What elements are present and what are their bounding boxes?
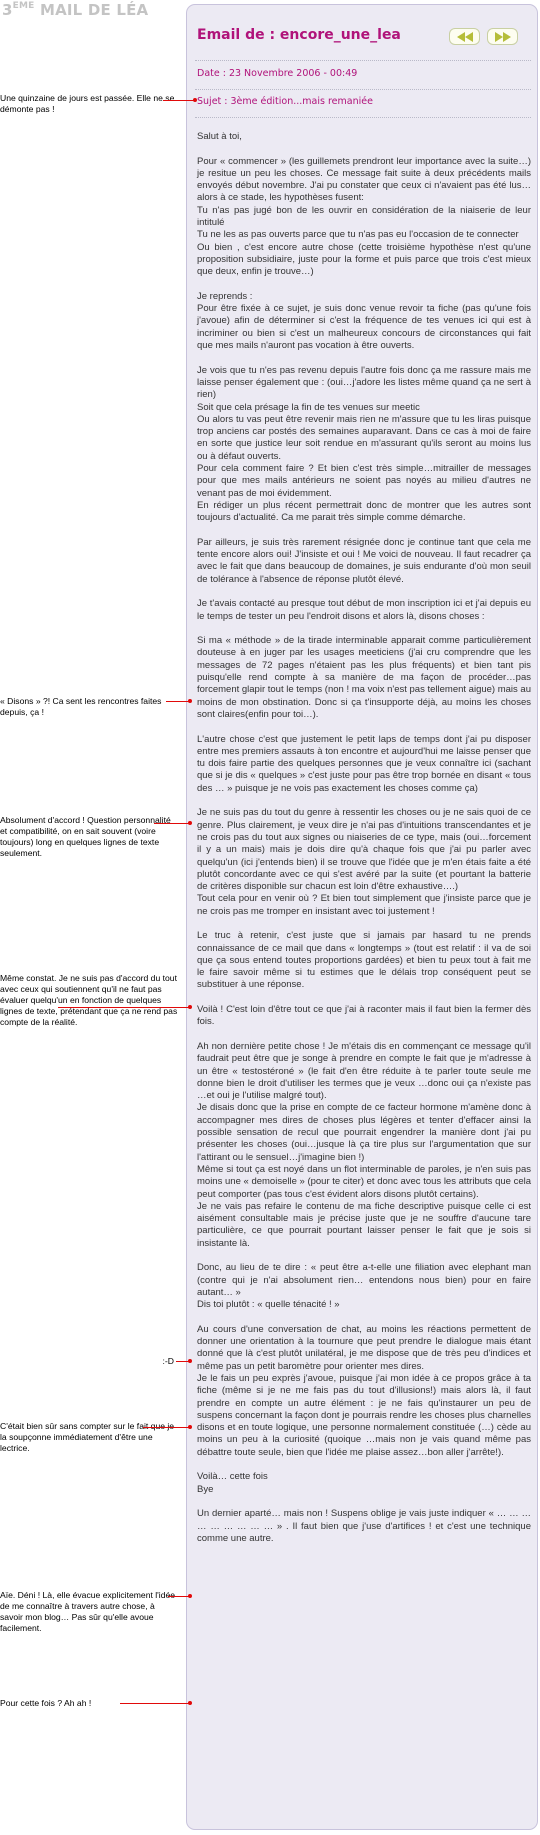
margin-annotation: :-D: [162, 1356, 174, 1366]
mail-paragraph: Je t'avais contacté au presque tout début de mon inscription ici et j'ai depuis eu le temps de tester un peu l'endroit disons et alors là, disons choses :: [197, 598, 531, 622]
margin-annotation: « Disons » ?! Ca sent les rencontres faites depuis, ça !: [0, 696, 162, 717]
annotation-leader-line: [58, 1007, 190, 1008]
mail-paragraph: Voilà ! C'est loin d'être tout ce que j'ai à raconter mais il faut bien la fermer dès fois.: [197, 1004, 531, 1028]
margin-annotation: Une quinzaine de jours est passée. Elle ne se démonte pas !: [0, 93, 175, 114]
annotation-leader-line: [154, 823, 190, 824]
mail-paragraph: Un dernier aparté… mais non ! Suspens oblige je vais juste indiquer « … … … … … … … … … » . Il faut bien que j'use d'artifices ! et c'est une technique comme une autre.: [197, 1508, 531, 1544]
margin-annotation: Même constat. Je ne suis pas d'accord du tout avec ceux qui soutiennent qu'il ne faut pas évaluer quelqu'un en fonction de quelques lignes de texte, prétendant que ça ne rend pas compte de la réalité.: [0, 973, 178, 1027]
previous-mail-button[interactable]: [449, 28, 480, 45]
mail-paragraph: Pour « commencer » (les guillemets prendront leur importance avec la suite…) je resitue un peu les choses. Ce message fait suite à deux précédents mails envoyés début novembre. J'ai pu constater que ceux ci n'avaient pas été lus… alors à ce stade, les hypothèses fusent: Tu n'as pas jugé bon de les ouvrir en considération de la niaiserie de leur intitulé Tu ne les as pas ouverts parce que tu n'as pas eu l'occasion de te connecter Ou bien , c'est encore autre chose (cette troisième hypothèse n'est qu'une proposition subsidiaire, juste pour la forme et puis parce que trois c'est mieux que deux, enfin je trouve…): [197, 155, 531, 278]
margin-annotation: Aïe. Déni ! Là, elle évacue explicitement l'idée de me connaître à travers autre chose, à savoir mon blog… Pas sûr qu'elle avoue facilement.: [0, 1590, 176, 1633]
margin-annotation: Absolument d'accord ! Question personnalité et compatibilité, on en sait souvent (voire toujours) long en quelques lignes de texte seulement.: [0, 815, 171, 858]
mail-header: Email de : encore_une_lea: [197, 27, 401, 43]
annotation-leader-line: [143, 1427, 190, 1428]
mail-paragraph: Je vois que tu n'es pas revenu depuis l'autre fois donc ça me rassure mais me laisse penser également que : (oui…j'adore les listes même quand ça ne sert à rien) Soit que cela présage la fin de tes venues sur meetic Ou alors tu vas peut être revenir mais rien ne m'assure que tu les liras puisque trop anciens car postés des semaines auparavant. Dans ce cas à moi de faire en sorte que justice leur soit rendue en m'assurant qu'ils seront au moins lus ou à défaut ouverts. Pour cela comment faire ? Et bien c'est très simple…mitrailler de messages pour que mes mails antérieurs ne soient pas noyés au milieu d'autres ne venant pas de moi évidemment. En rédiger un plus récent permettrait donc de montrer que les autres sont toujours d'actualité. Ca me parait très simple comme démarche.: [197, 364, 531, 524]
mail-paragraph: L'autre chose c'est que justement le petit laps de temps dont j'ai pu disposer entre mes premiers assauts à ton encontre et aujourd'hui me laisse penser que tu dois faire partie des quelques personnes que je veux connaître ici (sachant que si je dis « quelques » c'est juste pour pas être trop bornée en disant « tous des … » puisque je ne vois pas exactement les choses comme ça): [197, 733, 531, 794]
double-chevron-left-icon: [456, 32, 474, 42]
mail-paragraph: Je ne suis pas du tout du genre à ressentir les choses ou je ne sais quoi de ce genre. Plus clairement, je veux dire je n'ai pas d'intuitions transcendantes et je ne crois pas du tout aux signes ou niaiseries de ce type, mais (oui…forcement il y a un mais) mais je dois dire qu'à chaque fois que j'ai pu parler avec quelqu'un (ici j'entends bien) il se trouve que l'idée que je m'en étais faite a été plutôt concordante avec ce qui s'est avéré par la suite (et pourtant la batterie de critères disponible sur chacun est loin d'être exhaustive….) Tout cela pour en venir où ? Et bien tout simplement que j'insiste parce que je ne crois pas me tromper en insistant avec toi justement !: [197, 807, 531, 917]
page-title-rest: MAIL DE LÉA: [39, 1, 149, 19]
separator: [195, 117, 531, 118]
annotation-leader-line: [163, 100, 195, 101]
mail-subject: Sujet : 3ème édition...mais remaniée: [197, 96, 373, 107]
separator: [195, 89, 531, 90]
mail-paragraph: Au cours d'une conversation de chat, au moins les réactions permettent de donner une orientation à la tournure que peut prendre le dialogue mais étant donné que là c'est plutôt unilatéral, je me dispose que de très peu d'indices et même pas un petit baromètre pour orienter mes dires. Je le fais un peu exprès j'avoue, puisque j'ai mon idée à ce propos grâce à ta fiche (même si je ne me fais pas du tout d'illusions!) mais alors là, il faut prendre en compte un autre élément : je ne fais qu'instaurer un peu de suspens concernant la façon dont je pourrais rendre les choses plus charnelles disons et en toute logique, une personne normalement constituée (…) cède au moins un peu à la curiosité (quoique …mais non je vais quand même pas débattre toute seule, bien que l'idée me plaise assez…bon aller j'arrête!).: [197, 1323, 531, 1458]
mail-paragraph: Ah non dernière petite chose ! Je m'étais dis en commençant ce message qu'il faudrait peut être que je songe à prendre en compte le fait que je m'adresse à un être « testostéroné » (le fait d'en être réduite à te parler toute seule me donne bien le droit d'utiliser les termes que je veux …donc oui ça n'existe pas …et oui je l'utilise malgré tout). Je disais donc que la prise en compte de ce facteur hormone m'amène donc à accompagner mes dires de choses plus légères et tenter d'effacer ainsi la possible sensation de recul que pourrait engendrer la manière dont j'ai pu présenter les choses (oui…jusque là ça tire plus sur l'argumentation que sur l'attirant ou le sensuel…j'imagine bien !) Même si tout ça est noyé dans un flot interminable de paroles, je n'en suis pas moins une « demoiselle » (pour te citer) et donc avec tous les attributs que cela peut comporter (pas tous c'est évident alors disons plutôt certains). Je ne vais pas refaire le contenu de ma fiche descriptive puisque celle ci est aisément consultable mais je précise juste que je ne souffre d'aucune tare particulière, ce que pourrait pourtant laisser penser le fait que je sois si insistante là.: [197, 1040, 531, 1249]
separator: [195, 60, 531, 61]
mail-paragraph: Salut à toi,: [197, 131, 242, 142]
mail-date: Date : 23 Novembre 2006 - 00:49: [197, 68, 358, 79]
page-title: [2, 1, 148, 19]
mail-paragraph: Voilà… cette fois Bye: [197, 1471, 268, 1495]
mail-paragraph: Si ma « méthode » de la tirade interminable apparait comme particulièrement douteuse à en juger par les usages meeticiens (j'ai cru comprendre que les messages de 72 pages n'étaient pas les plus fréquents) et bien tant pis puisqu'elle rend compte à sa manière de ma façon de procéder…pas forcement glapir tout le temps (non ! ma voix n'est pas tellement aigue) mais au moins de mon obstination. Donc si ça t'insupporte déjà, au moins les choses sont claires(enfin pour toi…).: [197, 635, 531, 720]
annotation-leader-line: [120, 1703, 190, 1704]
mail-body: [197, 131, 531, 1557]
mail-paragraph: Je reprends : Pour être fixée à ce sujet, je suis donc venue revoir ta fiche (pas qu'une fois j'avoue) afin de déterminer si c'est la fréquence de tes venues ici qui est à incriminer ou bien si c'est un malheureux concours de circonstances qui fait que mes mails n'auront pas vocation à être ouverts.: [197, 290, 531, 352]
margin-annotation: C'était bien sûr sans compter sur le fait que je la soupçonne immédiatement d'être une lectrice.: [0, 1421, 175, 1453]
next-mail-button[interactable]: [487, 28, 518, 45]
double-chevron-right-icon: [494, 32, 512, 42]
page-title-number: 3: [2, 1, 13, 19]
mail-panel: [186, 4, 538, 1830]
annotation-leader-line: [176, 1361, 190, 1362]
page-title-ordinal: EME: [12, 1, 35, 11]
mail-paragraph: Par ailleurs, je suis très rarement résignée donc je continue tant que cela me tente encore alors oui! J'insiste et oui ! Me voici de nouveau. Il faut recadrer ça avec le fait que dans beaucoup de domaines, je suis endurante d'où mon seuil de tolérance à l'absence de réponse plutôt élevé.: [197, 536, 531, 585]
annotation-leader-line: [168, 1596, 190, 1597]
margin-annotation: Pour cette fois ? Ah ah !: [0, 1698, 92, 1708]
mail-paragraph: Le truc à retenir, c'est juste que si jamais par hasard tu ne prends connaissance de ce mail que dans « longtemps » (tout est relatif : il va de soi que ça sous entend toutes proportions gardées) et bien tu peux tout à fait me le faire savoir même si tu estimes que le délais trop conséquent peut se substituer à une réponse.: [197, 930, 531, 991]
annotation-leader-line: [166, 701, 190, 702]
mail-paragraph: Donc, au lieu de te dire : « peut être a-t-elle une filiation avec elephant man (contre qui je n'ai absolument rien… entendons nous bien) pour en faire autant… » Dis toi plutôt : « quelle ténacité ! »: [197, 1262, 531, 1311]
